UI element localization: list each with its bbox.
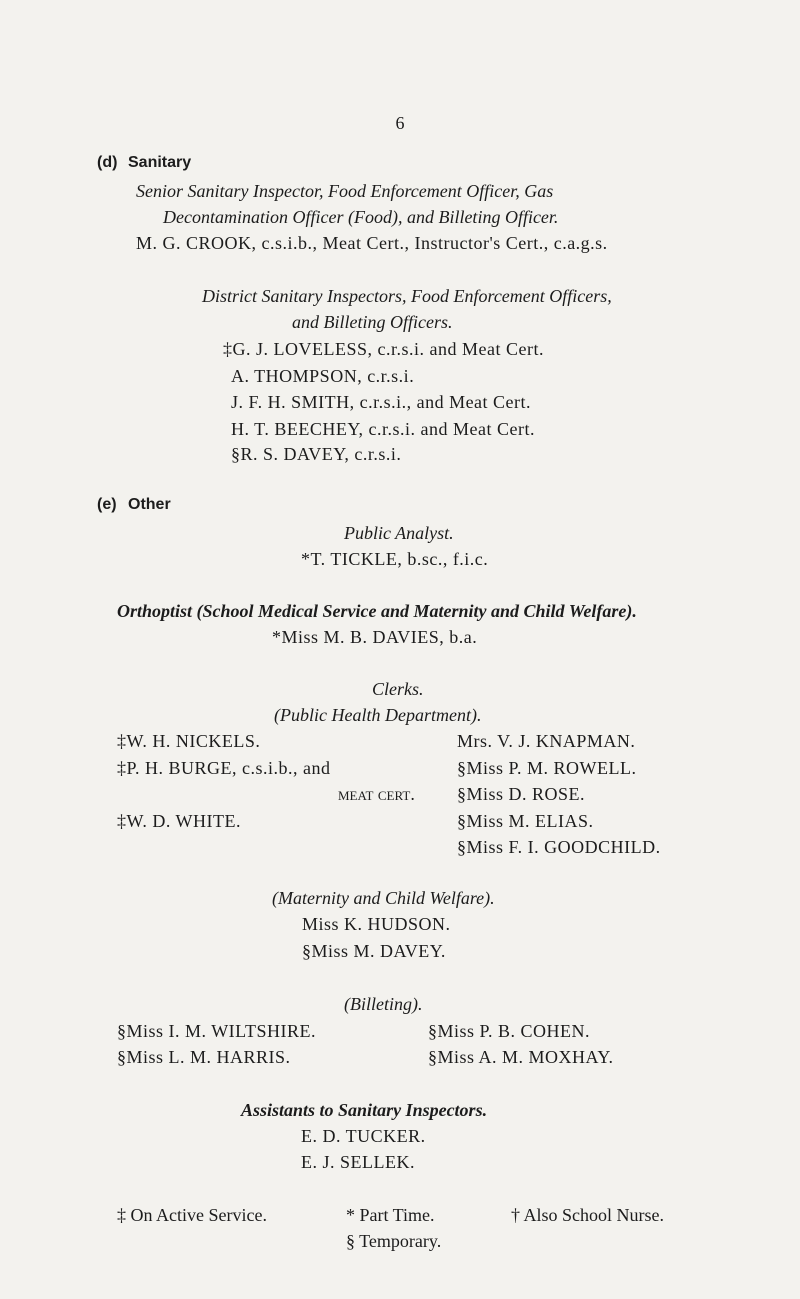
section-d-label: (d) [97,154,118,171]
phd-clerk-left: ‡W. H. NICKELS. [117,731,261,751]
phd-clerk-left-continuation: meat cert. [338,784,415,804]
section-e-label: (e) [97,496,117,513]
phd-clerk-right: §Miss P. M. ROWELL. [457,758,637,778]
section-e-heading: Other [128,496,171,513]
billeting-clerk-right: §Miss A. M. MOXHAY. [428,1047,614,1067]
phd-clerk-right: §Miss M. ELIAS. [457,811,594,831]
billeting-clerk-left: §Miss I. M. WILTSHIRE. [117,1021,317,1041]
billeting-clerk-right: §Miss P. B. COHEN. [428,1021,591,1041]
senior-inspector-title-line2: Decontamination Officer (Food), and Billeting Officer. [163,207,559,227]
district-inspectors-title-line1: District Sanitary Inspectors, Food Enforcement Officers, [202,286,612,306]
billeting-clerk-left: §Miss L. M. HARRIS. [117,1047,291,1067]
district-inspectors-title-line2: and Billeting Officers. [292,312,453,332]
assistant-entry: E. J. SELLEK. [301,1152,415,1172]
phd-clerk-left: ‡P. H. BURGE, c.s.i.b., and [117,758,331,778]
legend-part-time: * Part Time. [346,1205,435,1225]
district-staff-entry: A. THOMPSON, c.r.s.i. [231,366,415,386]
assistants-title: Assistants to Sanitary Inspectors. [241,1100,488,1120]
phd-clerk-right: §Miss D. ROSE. [457,784,586,804]
phd-clerk-right: §Miss F. I. GOODCHILD. [457,837,661,857]
legend-active-service: ‡ On Active Service. [117,1205,267,1225]
district-staff-entry: J. F. H. SMITH, c.r.s.i., and Meat Cert. [231,392,532,412]
assistant-entry: E. D. TUCKER. [301,1126,426,1146]
section-d-heading: Sanitary [128,154,192,171]
phd-clerk-left: ‡W. D. WHITE. [117,811,241,831]
orthoptist-name: *Miss M. B. DAVIES, b.a. [272,627,478,647]
phd-clerk-right: Mrs. V. J. KNAPMAN. [457,731,636,751]
legend-temporary: § Temporary. [346,1231,442,1251]
public-health-department-title: (Public Health Department). [274,705,482,725]
orthoptist-title: Orthoptist (School Medical Service and Maternity and Child Welfare). [117,601,637,621]
legend-school-nurse: † Also School Nurse. [511,1205,664,1225]
senior-inspector-title-line1: Senior Sanitary Inspector, Food Enforcement Officer, Gas [136,181,554,201]
billeting-title: (Billeting). [344,994,423,1014]
mcw-clerk: §Miss M. DAVEY. [302,941,446,961]
district-staff-entry: ‡G. J. LOVELESS, c.r.s.i. and Meat Cert. [223,339,544,359]
mcw-clerk: Miss K. HUDSON. [302,914,451,934]
senior-inspector-name: M. G. CROOK, c.s.i.b., Meat Cert., Instructor's Cert., c.a.g.s. [136,233,608,253]
maternity-child-welfare-title: (Maternity and Child Welfare). [272,888,495,908]
public-analyst-title: Public Analyst. [344,523,454,543]
public-analyst-name: *T. TICKLE, b.sc., f.i.c. [301,549,489,569]
district-staff-entry: H. T. BEECHEY, c.r.s.i. and Meat Cert. [231,419,535,439]
page-number: 6 [395,113,405,133]
clerks-title: Clerks. [372,679,424,699]
district-staff-entry: §R. S. DAVEY, c.r.s.i. [231,444,402,464]
